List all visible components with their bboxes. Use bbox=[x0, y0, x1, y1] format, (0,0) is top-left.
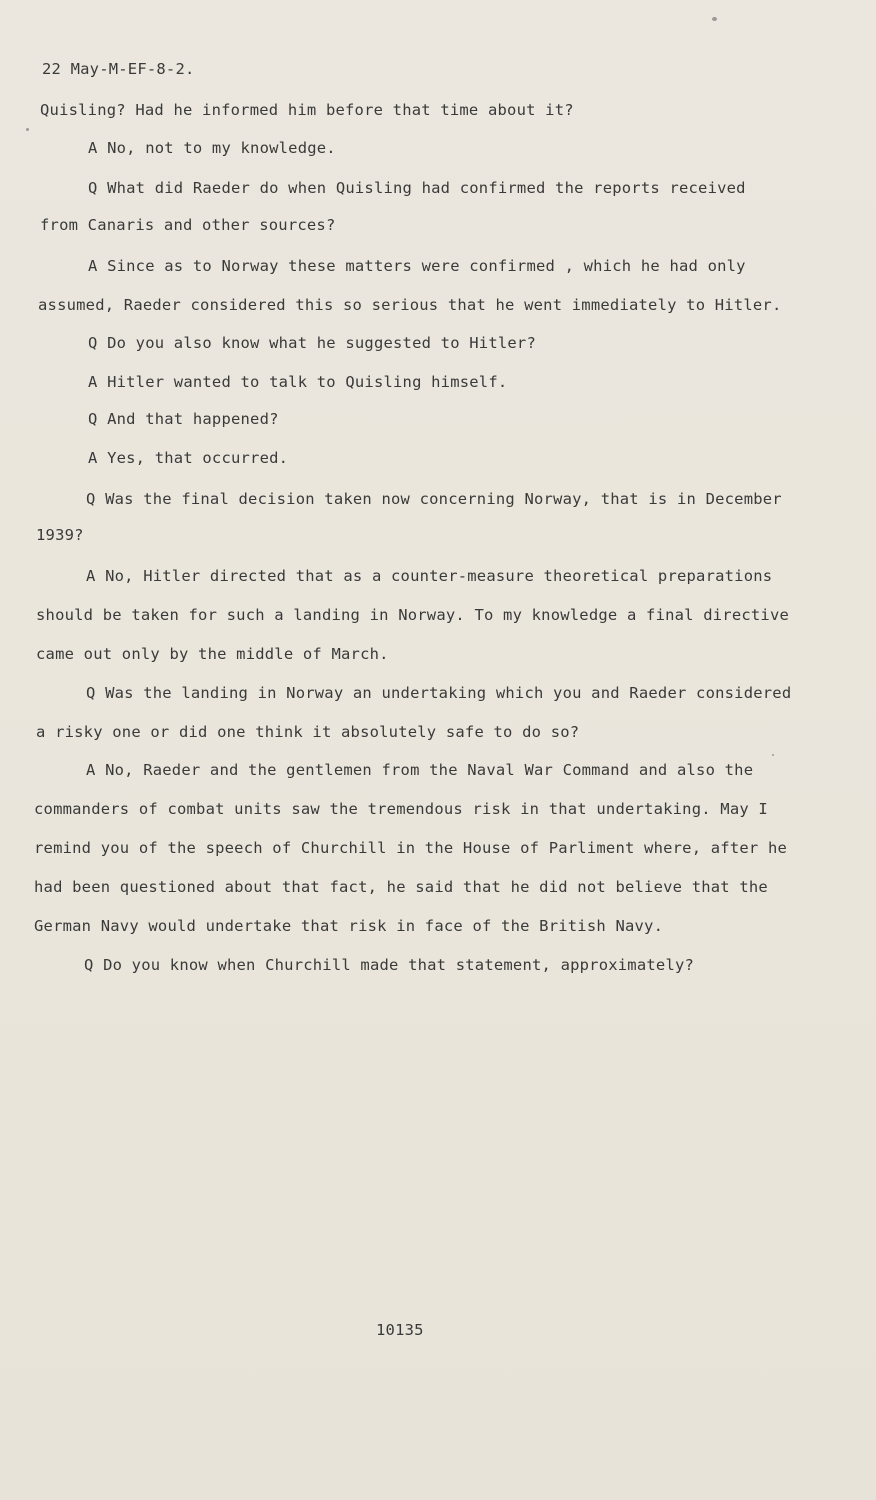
page-number: 10135 bbox=[376, 1321, 424, 1339]
text-line: had been questioned about that fact, he said that he did not believe that the bbox=[34, 878, 768, 896]
text-line: Q Was the landing in Norway an undertaking which you and Raeder considered bbox=[86, 684, 792, 702]
paper-speck bbox=[26, 128, 29, 131]
text-line: A No, not to my knowledge. bbox=[88, 139, 336, 157]
text-line: remind you of the speech of Churchill in the House of Parliment where, after he bbox=[34, 839, 788, 857]
text-line: came out only by the middle of March. bbox=[36, 645, 389, 663]
text-line: Q Do you also know what he suggested to Hitler? bbox=[88, 334, 536, 352]
text-line: German Navy would undertake that risk in face of the British Navy. bbox=[34, 917, 664, 935]
text-line: Q What did Raeder do when Quisling had confirmed the reports received bbox=[88, 179, 746, 197]
text-line: A No, Hitler directed that as a counter-measure theoretical preparations bbox=[86, 567, 773, 585]
text-line: A Since as to Norway these matters were confirmed , which he had only bbox=[88, 257, 746, 275]
paper-speck bbox=[772, 754, 774, 756]
text-line: A No, Raeder and the gentlemen from the Naval War Command and also the bbox=[86, 761, 754, 779]
text-line: A Hitler wanted to talk to Quisling himself. bbox=[88, 373, 508, 391]
text-line: a risky one or did one think it absolutely safe to do so? bbox=[36, 723, 580, 741]
text-line: commanders of combat units saw the tremendous risk in that undertaking. May I bbox=[34, 800, 768, 818]
document-header: 22 May-M-EF-8-2. bbox=[42, 60, 195, 78]
text-line: A Yes, that occurred. bbox=[88, 449, 289, 467]
text-line: from Canaris and other sources? bbox=[40, 216, 336, 234]
text-line: Q Was the final decision taken now concerning Norway, that is in December bbox=[86, 490, 782, 508]
text-line: should be taken for such a landing in Norway. To my knowledge a final directive bbox=[36, 606, 790, 624]
paper-speck bbox=[712, 17, 717, 21]
text-line: Q Do you know when Churchill made that statement, approximately? bbox=[84, 956, 695, 974]
text-line: Q And that happened? bbox=[88, 410, 279, 428]
text-line: Quisling? Had he informed him before that time about it? bbox=[40, 101, 574, 119]
text-line: assumed, Raeder considered this so serious that he went immediately to Hitler. bbox=[38, 296, 782, 314]
text-line: 1939? bbox=[36, 526, 84, 544]
